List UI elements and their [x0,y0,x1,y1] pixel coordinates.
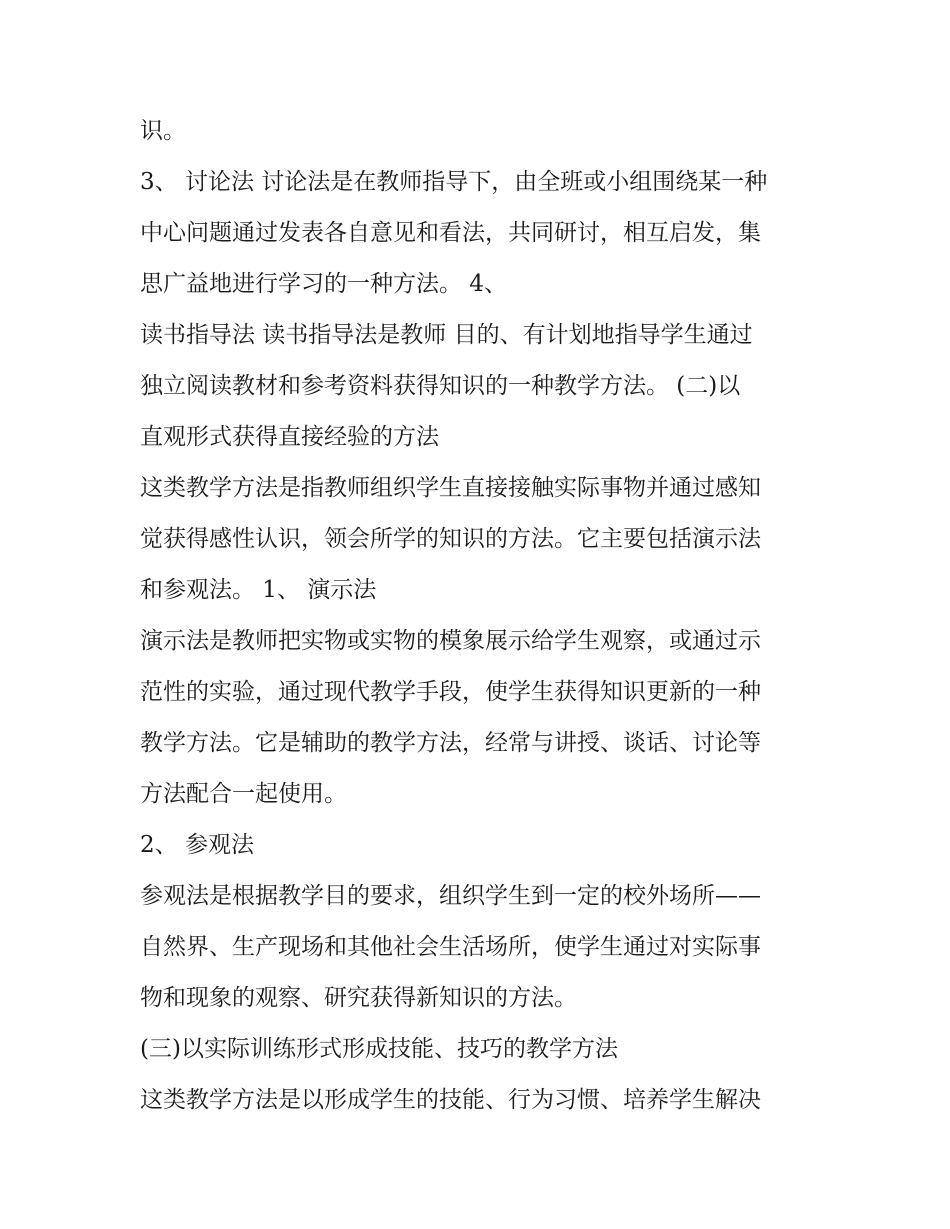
section-heading: (三)以实际训练形式形成技能、技巧的教学方法 [140,1036,618,1062]
text-line: 和参观法。 1、 演示法 [140,577,377,603]
text-line: 教学方法。它是辅助的教学方法，经常与讲授、谈话、讨论等 [140,730,761,756]
text-line: 独立阅读教材和参考资料获得知识的一种教学方法。 (二)以 [140,373,741,399]
text-line: 自然界、生产现场和其他社会生活场所，使学生通过对实际事 [140,934,761,960]
text-line: 这类教学方法是指教师组织学生直接接触实际事物并通过感知 [140,475,761,501]
text-line: 觉获得感性认识，领会所学的知识的方法。它主要包括演示法 [140,526,761,552]
text-line: 读书指导法 读书指导法是教师 目的、有计划地指导学生通过 [140,322,753,348]
text-line: 思广益地进行学习的一种方法。 4、 [140,271,507,297]
text-line: 演示法是教师把实物或实物的模象展示给学生观察，或通过示 [140,628,761,654]
text-line: 物和现象的观察、研究获得新知识的方法。 [140,985,577,1011]
text-line: 3、 讨论法 讨论法是在教师指导下，由全班或小组围绕某一种 [140,169,768,195]
text-line: 识。 [140,118,186,144]
text-line: 范性的实验，通过现代教学手段，使学生获得知识更新的一种 [140,679,761,705]
section-heading: 直观形式获得直接经验的方法 [140,424,439,450]
text-line: 这类教学方法是以形成学生的技能、行为习惯、培养学生解决 [140,1087,761,1113]
document-body [140,106,820,1126]
text-line: 中心问题通过发表各自意见和看法，共同研讨，相互启发，集 [140,220,761,246]
text-line: 方法配合一起使用。 [140,781,347,807]
subsection-heading: 2、 参观法 [140,832,254,858]
text-line: 参观法是根据教学目的要求，组织学生到一定的校外场所—— [140,883,761,909]
